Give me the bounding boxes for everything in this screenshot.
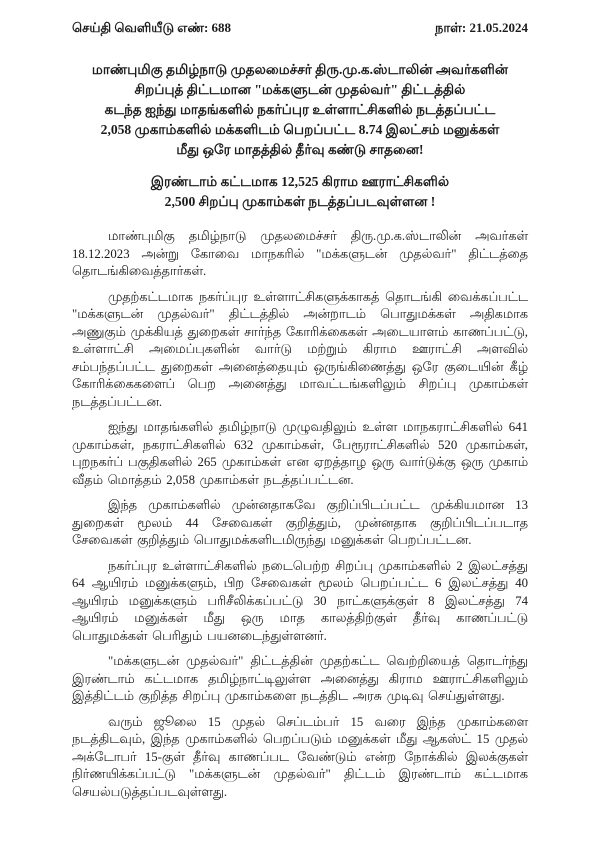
- subtitle-line-1: இரண்டாம் கட்டமாக 12,525 கிராம ஊராட்சிகளில்: [150, 174, 450, 189]
- title-line-2: சிறப்புத் திட்டமான "மக்களுடன் முதல்வர்" திட்டத்தில்: [134, 82, 466, 97]
- document-title: [72, 60, 528, 160]
- title-line-5: மீது ஒரே மாதத்தில் தீர்வு கண்டு சாதனை!: [176, 142, 424, 157]
- document-header: [72, 20, 528, 36]
- title-line-1: மாண்புமிகு தமிழ்நாடு முதலமைச்சர் திரு.மு.க.ஸ்டாலின் அவர்களின்: [91, 62, 509, 77]
- paragraph-4: இந்த முகாம்களில் முன்னதாகவே குறிப்பிடப்பட்ட முக்கியமான 13 துறைகள் மூலம் 44 சேவைகள் குறித்தும், முன்னதாக குறிப்பிடப்படாத சேவைகள் குறித்தும் பொதுமக்களிடமிருந்து மனுக்கள் பெறப்பட்டன.: [72, 498, 528, 547]
- paragraph-1: மாண்புமிகு தமிழ்நாடு முதலமைச்சர் திரு.மு.க.ஸ்டாலின் அவர்கள் 18.12.2023 அன்று கோவை மாநகரில் "மக்களுடன் முதல்வர்" திட்டத்தை தொடங்கிவைத்தார்கள்.: [72, 229, 528, 278]
- document-subtitle: [72, 172, 528, 212]
- paragraph-2: முதற்கட்டமாக நகர்ப்புர உள்ளாட்சிகளுக்காகத் தொடங்கி வைக்கப்பட்ட "மக்களுடன் முதல்வர்" திட்டத்தில் அன்றாடம் பொதுமக்கள் அதிகமாக அணுகும் முக்கியத் துறைகள் சார்ந்த கோரிக்கைகள் அடையாளம் காணப்பட்டு, உள்ளாட்சி அமைப்புகளின் வார்டு மற்றும் கிராம ஊராட்சி அளவில் சம்பந்தப்பட்ட துறைகள் அனைத்தையும் ஒருங்கிணைத்து ஒரே குடையின் கீழ் கோரிக்கைகளைப் பெற அனைத்து மாவட்டங்களிலும் சிறப்பு முகாம்கள் நடத்தப்பட்டன.: [72, 289, 528, 409]
- paragraph-5: நகர்ப்புர உள்ளாட்சிகளில் நடைபெற்ற சிறப்பு முகாம்களில் 2 இலட்சத்து 64 ஆயிரம் மனுக்களும், பிற சேவைகள் மூலம் பெறப்பட்ட 6 இலட்சத்து 40 ஆயிரம் மனுக்களும் பரிசீலிக்கப்பட்டு 30 நாட்களுக்குள் 8 இலட்சத்து 74 ஆயிரம் மனுக்கள் மீது ஒரு மாத காலத்திற்குள் தீர்வு காணப்பட்டு பொதுமக்கள் பெரிதும் பயனடைந்துள்ளனர்.: [72, 558, 528, 643]
- document-body: [72, 228, 528, 801]
- subtitle-line-2: 2,500 சிறப்பு முகாம்கள் நடத்தப்படவுள்ளன !: [164, 194, 436, 209]
- release-number: செய்தி வெளியீடு எண்: 688: [72, 20, 232, 35]
- paragraph-7: வரும் ஜூலை 15 முதல் செப்டம்பர் 15 வரை இந்த முகாம்களை நடத்திடவும், இந்த முகாம்களில் பெறப்படும் மனுக்கள் மீது ஆகஸ்ட் 15 முதல் அக்டோபர் 15-குள் தீர்வு காணப்பட வேண்டும் என்ற நோக்கில் இலக்குகள் நிர்ணயிக்கப்பட்டு "மக்களுடன் முதல்வர்" திட்டம் இரண்டாம் கட்டமாக செயல்படுத்தப்படவுள்ளது.: [72, 714, 528, 799]
- title-line-4: 2,058 முகாம்களில் மக்களிடம் பெறப்பட்ட 8.74 இலட்சம் மனுக்கள்: [100, 122, 500, 137]
- release-date: நாள்: 21.05.2024: [435, 20, 528, 35]
- title-line-3: கடந்த ஐந்து மாதங்களில் நகர்ப்புர உள்ளாட்சிகளில் நடத்தப்பட்ட: [104, 102, 496, 117]
- paragraph-3: ஐந்து மாதங்களில் தமிழ்நாடு முழுவதிலும் உள்ள மாநகராட்சிகளில் 641 முகாம்கள், நகராட்சிகளில் 632 முகாம்கள், பேரூராட்சிகளில் 520 முகாம்கள், புறநகர்ப் பகுதிகளில் 265 முகாம்கள் என ஏறத்தாழ ஒரு வார்டுக்கு ஒரு முகாம் வீதம் மொத்தம் 2,058 முகாம்கள் நடத்தப்பட்டன.: [72, 420, 528, 487]
- paragraph-6: "மக்களுடன் முதல்வர்" திட்டத்தின் முதற்கட்ட வெற்றியைத் தொடர்ந்து இரண்டாம் கட்டமாக தமிழ்நாட்டிலுள்ள அனைத்து கிராம ஊராட்சிகளிலும் இத்திட்டம் குறித்த சிறப்பு முகாம்களை நடத்திட அரசு முடிவு செய்துள்ளது.: [72, 654, 528, 703]
